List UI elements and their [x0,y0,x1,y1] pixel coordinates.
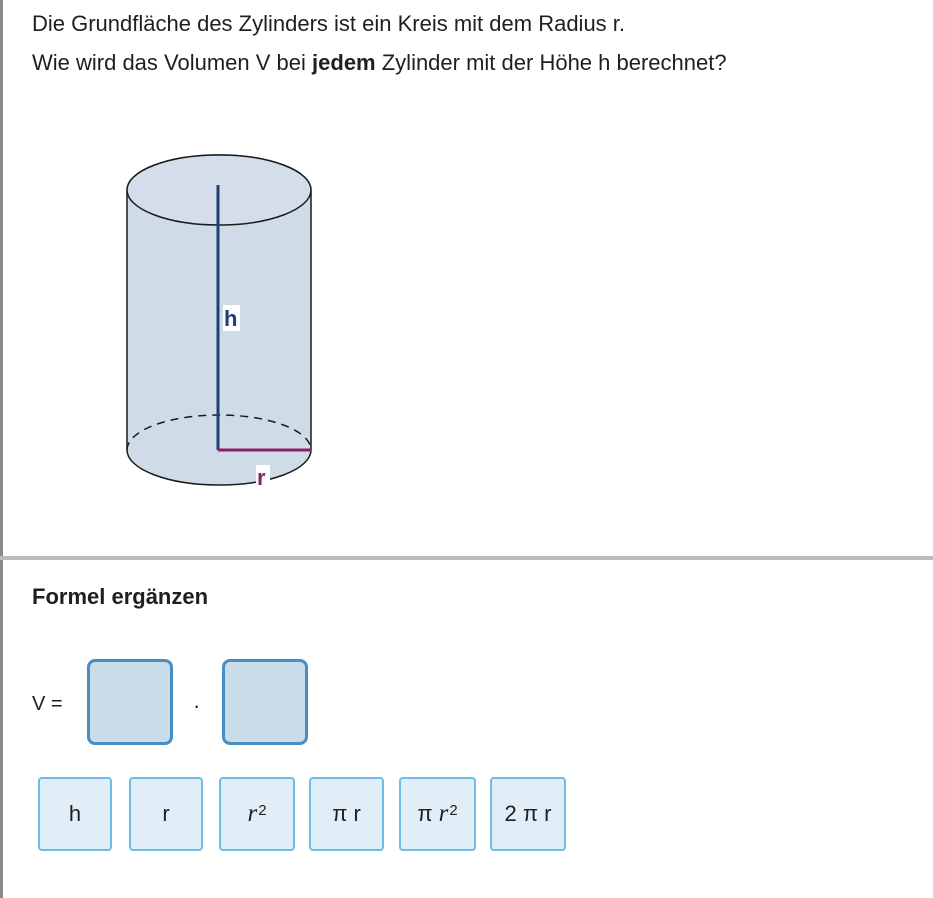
drop-slot-1[interactable] [87,659,173,745]
tile-h[interactable] [38,777,112,851]
tile-h-text: h [68,801,82,826]
radius-label: r [257,465,266,490]
task-title: Formel ergänzen [32,584,209,609]
question-emphasis: jedem [312,50,376,75]
question-line-2 [32,49,727,77]
question-text-start: Wie wird das Volumen V bei [32,50,313,75]
tile-pi-r-text: π r [332,801,361,826]
tile-pi-r-squared-exp: 2 [449,801,458,819]
question-text-end: Zylinder mit der Höhe h berechnet? [375,50,727,75]
section-divider [0,556,933,560]
left-border [0,0,3,898]
question-line-1: Die Grundfläche des Zylinders ist ein Kreis mit dem Radius r. [32,11,626,36]
tile-2-pi-r-text: 2 π r [504,801,552,826]
tile-r-text: r [162,801,170,826]
tile-r-squared-var: r [247,800,258,827]
tile-pi-r-squared[interactable] [399,777,476,851]
tile-pi-r-squared-var: r [438,800,449,827]
tile-2-pi-r[interactable] [490,777,566,851]
tile-pi-r-squared-pi: π [417,801,439,826]
multiply-sign: · [193,693,201,718]
formula-prefix: V = [32,693,63,715]
tile-r[interactable] [129,777,203,851]
height-label: h [224,306,238,331]
cylinder-figure [120,135,320,500]
tile-r-squared[interactable] [219,777,295,851]
drop-slot-2[interactable] [222,659,308,745]
tile-r-squared-exp: 2 [258,801,267,819]
tile-pi-r[interactable] [309,777,384,851]
